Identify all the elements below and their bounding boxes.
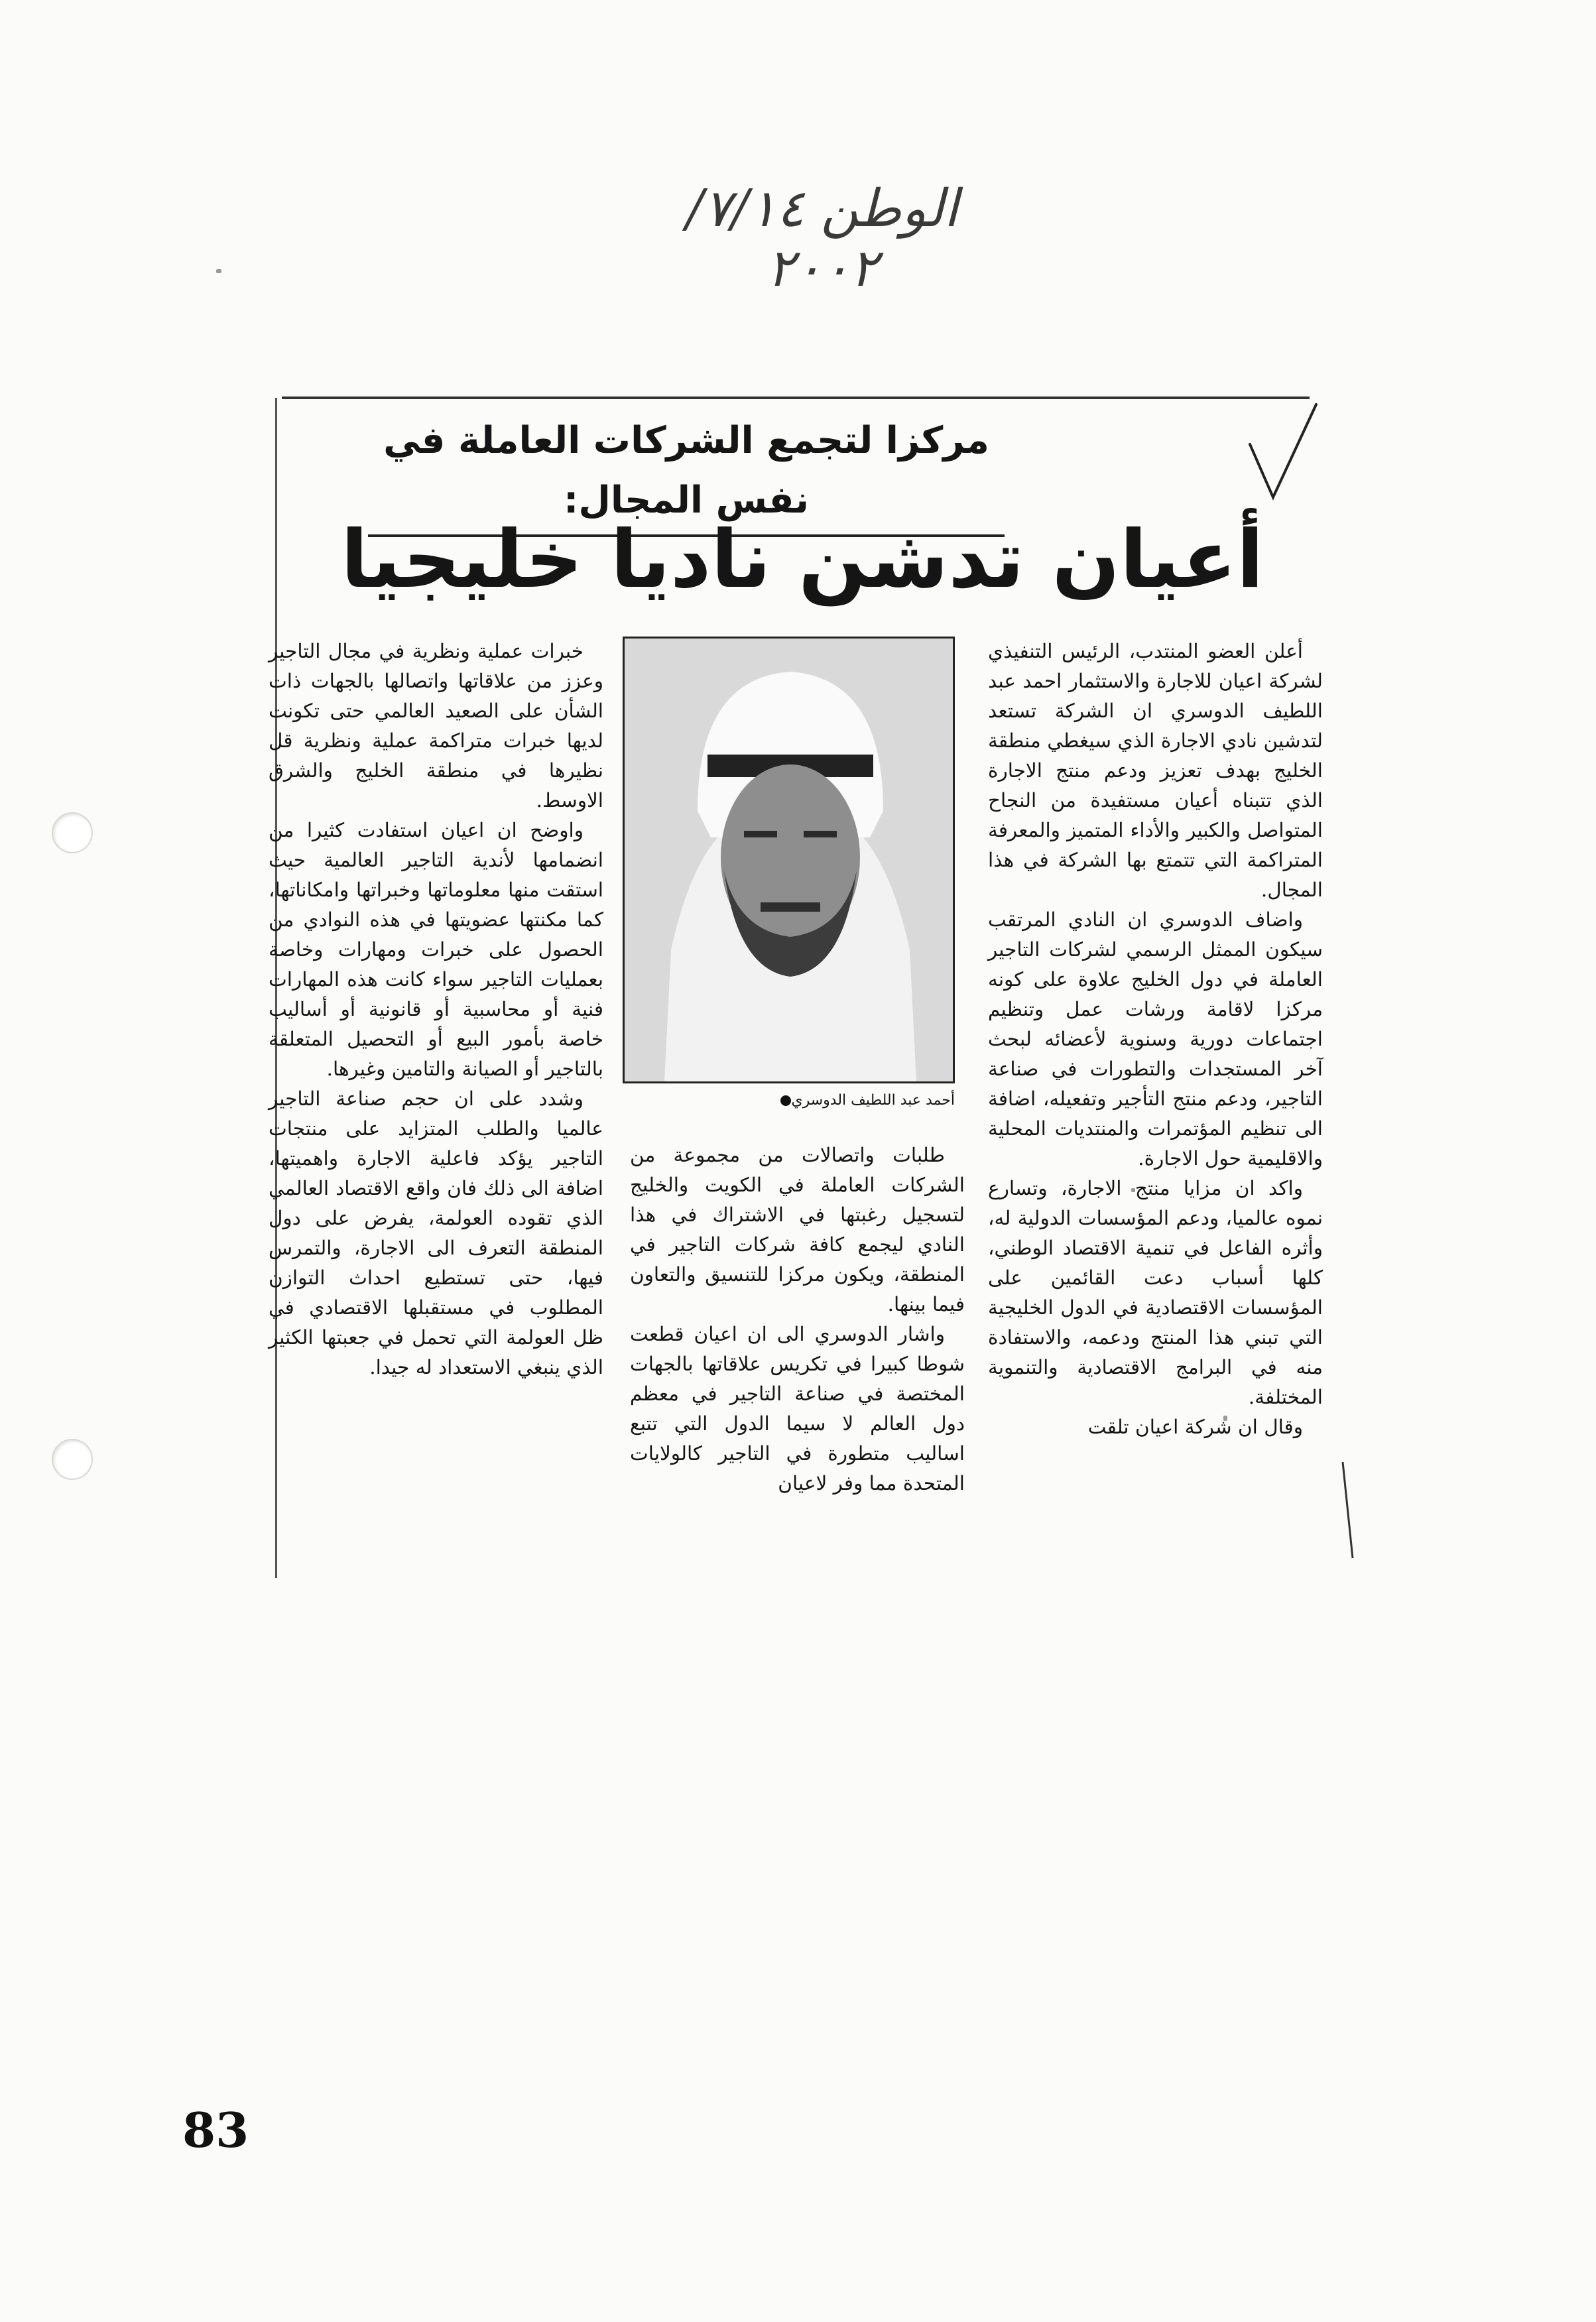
bullet-icon [780,1095,791,1106]
punch-hole-top [52,812,93,853]
paragraph: أعلن العضو المنتدب، الرئيس التنفيذي لشركة اعيان للاجارة والاستثمار احمد عبد اللطيف الدوسري ان الشركة تستعد لتدشين نادي الاجارة الذي سيغطي منطقة الخليج بهدف تعزيز ودعم منتج الاجارة الذي تتبناه أعيان مستفيدة من النجاح المتواصل والكبير والأداء المتميز والمعرفة المتراكمة التي تتمتع بها الشركة في هذا المجال. [988,640,1323,901]
paragraph: واضاف الدوسري ان النادي المرتقب سيكون الممثل الرسمي لشركات التاجير العاملة في دول الخليج علاوة على كونه مركزا لاقامة ورشات عمل وتنظيم اجتماعات دورية وسنوية لأعضائه لبحث آخر المستجدات والتطورات في صناعة التاجير، ودعم منتج التأجير وتفعيله، اضافة الى تنظيم المؤتمرات والمنتديات المحلية والاقليمية حول الاجارة. [988,908,1323,1170]
article-kicker: مركزا لتجمع الشركات العاملة في نفس المجال: [368,411,1005,537]
checkmark-icon [1243,398,1323,511]
portrait-image [625,639,953,1081]
paragraph: واكد ان مزايا منتج الاجارة، وتسارع نموه عالميا، ودعم المؤسسات الدولية له، وأثره الفاعل في تنمية الاقتصاد الوطني، كلها أسباب دعت القائمين على المؤسسات الاقتصادية في الدول الخليجية التي تبني هذا المنتج ودعمه، والاستفادة منه في البرامج الاقتصادية والتنموية المختلفة. [988,1177,1323,1408]
page-number: 83 [182,2102,249,2158]
paragraph: طلبات واتصالات من مجموعة من الشركات العاملة في الكويت والخليج لتسجيل رغبتها في الاشتراك في هذا النادي ليجمع كافة شركات التاجير في المنطقة، ويكون مركزا للتنسيق والتعاون فيما بينها. [630,1144,965,1315]
portrait-photo [623,637,955,1083]
newspaper-clipping [269,391,1336,1598]
caption-text: أحمد عبد اللطيف الدوسري [791,1092,955,1109]
top-rule [282,397,1310,399]
speck [216,269,221,273]
paragraph: وشدد على ان حجم صناعة التاجير عالميا والطلب المتزايد على منتجات التاجير يؤكد فاعلية الاجارة واهميتها، اضافة الى ذلك فان واقع الاقتصاد العالمي الذي تقوده العولمة، يفرض على دول المنطقة التعرف الى الاجارة، والتمرس فيها، حتى تستطيع احداث التوازن المطلوب في مستقبلها الاقتصادي في ظل العولمة التي تحمل في جعبتها الكثير الذي ينبغي الاستعداد له جيدا. [269,1087,603,1378]
paragraph: واوضح ان اعيان استفادت كثيرا من انضمامها لأندية التاجير العالمية حيث استقت منها معلوماتها وخبراتها وامكاناتها، كما مكنتها عضويتها في هذه النوادي من الحصول على خبرات ومهارات وخاصة بعمليات التاجير سواء كانت هذه المهارات فنية أو محاسبية أو قانونية أو أساليب خاصة بأمور البيع أو التحصيل المتعلقة بالتاجير أو الصيانة والتامين وغيرها. [269,819,603,1080]
paragraph: وقال ان شركة اعيان تلقت [1087,1416,1303,1438]
punch-hole-bottom [52,1439,93,1480]
column-right [988,637,1323,1479]
paragraph: خبرات عملية ونظرية في مجال التاجير وعزز من علاقاتها واتصالها بالجهات ذات الشأن على الصعيد العالمي حتى تكونت لديها خبرات متراكمة عملية ونظرية قل نظيرها في منطقة الخليج والشرق الاوسط. [269,640,603,812]
margin-bracket-mark [1339,1459,1359,1565]
paragraph: واشار الدوسري الى ان اعيان قطعت شوطا كبيرا في تكريس علاقاتها بالجهات المختصة في صناعة التاجير في معظم دول العالم لا سيما الدول التي تتبع اساليب متطورة في التاجير كالولايات المتحدة مما وفر لاعيان [630,1323,965,1495]
column-left [269,637,603,1591]
photo-caption [627,1089,955,1113]
article-headline: أعيان تدشن ناديا خليجيا [340,514,1264,606]
column-middle [630,1140,965,1565]
handwritten-date-note: الوطن ٧/١٤/ ٢٠٠٢ [686,179,959,298]
